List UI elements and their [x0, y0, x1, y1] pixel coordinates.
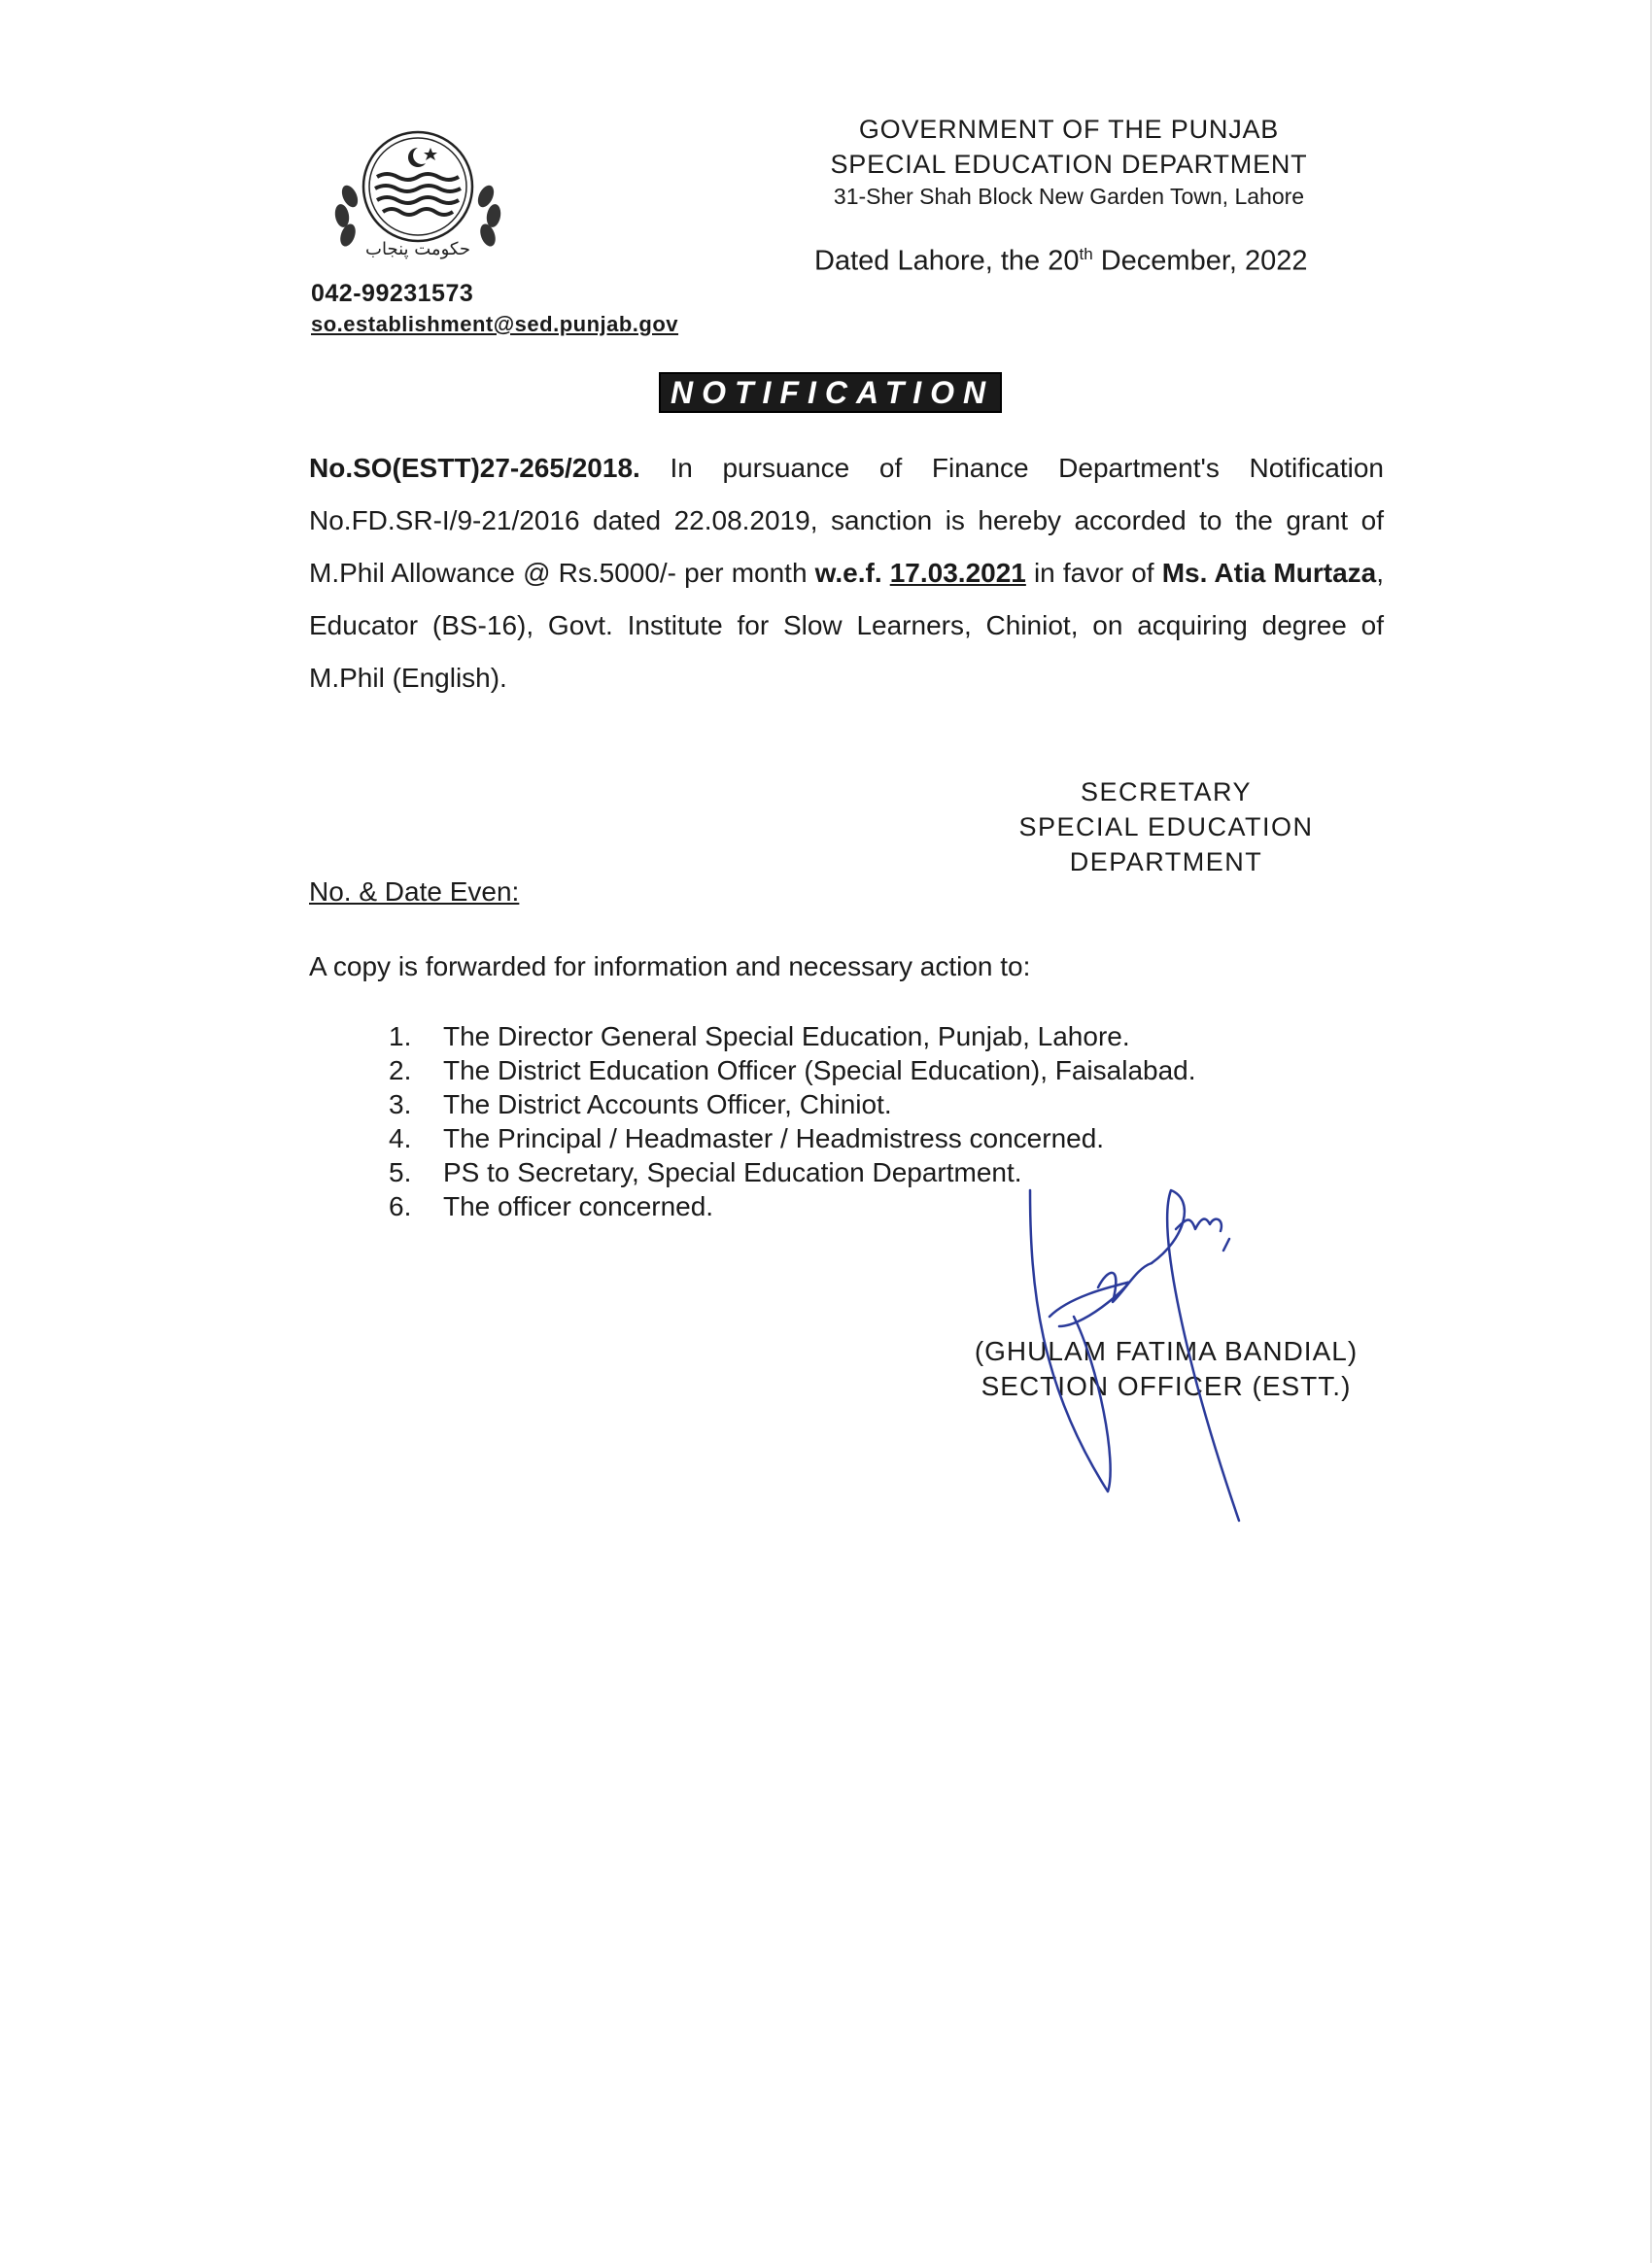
punjab-emblem-icon [321, 119, 515, 269]
list-item-number: 5. [389, 1157, 412, 1187]
list-item-text: The officer concerned. [443, 1191, 714, 1221]
wef-label: w.e.f. [814, 558, 882, 588]
list-item-number: 4. [389, 1123, 412, 1153]
letterhead-header [768, 112, 1370, 211]
list-item-text: The District Education Officer (Special Education), Faisalabad. [443, 1055, 1196, 1085]
no-date-even: No. & Date Even: [309, 876, 520, 907]
phone-number: 042-99231573 [311, 280, 474, 307]
dated-suffix: December, 2022 [1092, 245, 1308, 277]
employee-name: Ms. Atia Murtaza [1161, 558, 1377, 588]
body-text-1: In pursuance of Finance Department's Notification No.FD.SR-I/9-21/2016 dated 22.08.2019, sanction is hereby accorded to the grant of M.Phil Allowance @ Rs.5000/- per month [309, 453, 1384, 588]
officer-name: (GHULAM FATIMA BANDIAL) [974, 1336, 1359, 1366]
list-item-text: The Director General Special Education, Punjab, Lahore. [443, 1021, 1130, 1051]
list-item-text: The District Accounts Officer, Chiniot. [443, 1089, 892, 1119]
org-line2: SPECIAL EDUCATION DEPARTMENT [830, 150, 1308, 179]
list-item-number: 3. [389, 1089, 412, 1119]
list-item [389, 1019, 1196, 1053]
forward-text: A copy is forwarded for information and necessary action to: [309, 951, 1031, 981]
secretary-line2: SPECIAL EDUCATION [1018, 812, 1314, 841]
notification-title: NOTIFICATION [659, 372, 1002, 413]
notification-body [309, 442, 1384, 704]
list-item-number: 2. [389, 1055, 412, 1085]
list-item-number: 1. [389, 1021, 412, 1051]
secretary-block [972, 774, 1360, 879]
list-item-text: The Principal / Headmaster / Headmistress concerned. [443, 1123, 1105, 1153]
org-line1: GOVERNMENT OF THE PUNJAB [858, 115, 1280, 144]
signature-icon [991, 1171, 1283, 1540]
secretary-line3: DEPARTMENT [1069, 847, 1263, 876]
dated-line [814, 245, 1308, 278]
dated-sup: th [1079, 245, 1093, 263]
emblem-script: حکومت پنجاب [365, 239, 470, 259]
org-address: 31-Sher Shah Block New Garden Town, Lahore [833, 184, 1305, 209]
wef-date: 17.03.2021 [889, 558, 1026, 588]
list-item-text: PS to Secretary, Special Education Department. [443, 1157, 1022, 1187]
list-item-number: 6. [389, 1191, 412, 1221]
body-text-3: , Educator (BS-16), Govt. Institute for Slow Learners, Chiniot, on acquiring degree of M.Phil (English). [309, 558, 1385, 693]
email-address: so.establishment@sed.punjab.gov [311, 312, 679, 336]
secretary-line1: SECRETARY [1080, 777, 1253, 806]
body-text-2: in favor of [1025, 558, 1162, 588]
contact-block [311, 278, 678, 340]
officer-designation: SECTION OFFICER (ESTT.) [981, 1371, 1352, 1401]
list-item [389, 1087, 1196, 1121]
reference-number: No.SO(ESTT)27-265/2018. [309, 453, 640, 483]
dated-prefix: Dated Lahore, the 20 [814, 245, 1080, 277]
list-item [389, 1053, 1196, 1087]
list-item [389, 1121, 1196, 1155]
